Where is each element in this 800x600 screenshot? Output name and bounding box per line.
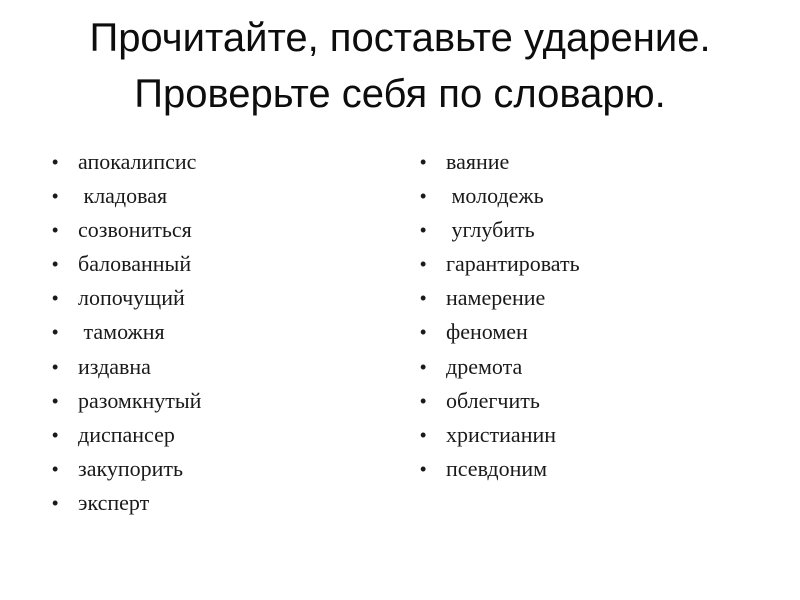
word-list-item	[420, 213, 750, 247]
bullet-icon: •	[52, 424, 59, 445]
bullet-icon: •	[420, 390, 427, 411]
word-text: феномен	[446, 319, 528, 345]
bullet-icon: •	[420, 186, 427, 207]
word-text: ваяние	[446, 149, 510, 174]
bullet-icon: •	[420, 288, 427, 309]
title-line-2: Проверьте себя по словарю.	[134, 72, 666, 116]
bullet-icon: •	[52, 186, 59, 207]
word-text: намерение	[446, 285, 546, 311]
bullet-icon: •	[52, 322, 59, 343]
bullet-icon: •	[420, 356, 427, 377]
word-list-item	[52, 418, 382, 452]
bullet-icon: •	[52, 220, 59, 241]
word-text: кладовая	[78, 183, 168, 209]
bullet-icon: •	[420, 322, 427, 343]
word-list-item	[52, 315, 382, 349]
word-list-item	[52, 350, 382, 384]
word-text: апокалипсис	[78, 149, 197, 174]
word-list-item	[52, 281, 382, 315]
word-text: издавна	[78, 353, 151, 379]
bullet-icon: •	[420, 220, 427, 241]
word-text: диспансер	[78, 421, 175, 447]
word-list-item	[420, 384, 750, 418]
word-list-item	[420, 315, 750, 349]
bullet-icon: •	[52, 458, 59, 479]
bullet-icon: •	[420, 254, 427, 275]
word-text: балованный	[78, 251, 192, 277]
bullet-icon: •	[52, 492, 59, 513]
word-list-item	[420, 418, 750, 452]
word-list-item	[52, 384, 382, 418]
word-text: таможня	[78, 319, 165, 345]
bullet-icon: •	[52, 254, 59, 275]
word-text: закупорить	[78, 455, 184, 481]
word-text: созвониться	[78, 217, 192, 243]
word-text: углубить	[446, 217, 535, 243]
bullet-icon: •	[52, 390, 59, 411]
word-text: молодежь	[446, 183, 544, 209]
word-text: псевдоним	[446, 455, 548, 481]
word-list-item	[52, 145, 382, 179]
bullet-icon: •	[52, 288, 59, 309]
word-list-item	[52, 452, 382, 486]
word-list-right	[420, 145, 750, 486]
word-list-item	[52, 486, 382, 520]
word-list-item	[420, 145, 750, 179]
word-text: эксперт	[78, 489, 150, 515]
word-list-item	[420, 247, 750, 281]
word-list-item	[52, 247, 382, 281]
bullet-icon: •	[420, 424, 427, 445]
word-text: христианин	[446, 421, 557, 447]
bullet-icon: •	[420, 458, 427, 479]
word-list-item	[420, 350, 750, 384]
word-list-item	[420, 179, 750, 213]
word-list-item	[52, 179, 382, 213]
word-list-item	[420, 281, 750, 315]
word-list-item	[420, 452, 750, 486]
bullet-icon: •	[52, 356, 59, 377]
word-text: лопочущий	[78, 285, 185, 311]
word-list-left	[52, 145, 382, 520]
word-text: облегчить	[446, 387, 540, 413]
word-text: гарантировать	[446, 251, 580, 277]
word-list-item	[52, 213, 382, 247]
word-text: разомкнутый	[78, 387, 202, 413]
slide-title	[0, 10, 800, 122]
bullet-icon: •	[420, 152, 427, 172]
bullet-icon: •	[52, 152, 59, 172]
word-text: дремота	[446, 353, 523, 379]
title-line-1: Прочитайте, поставьте ударение.	[89, 16, 711, 60]
